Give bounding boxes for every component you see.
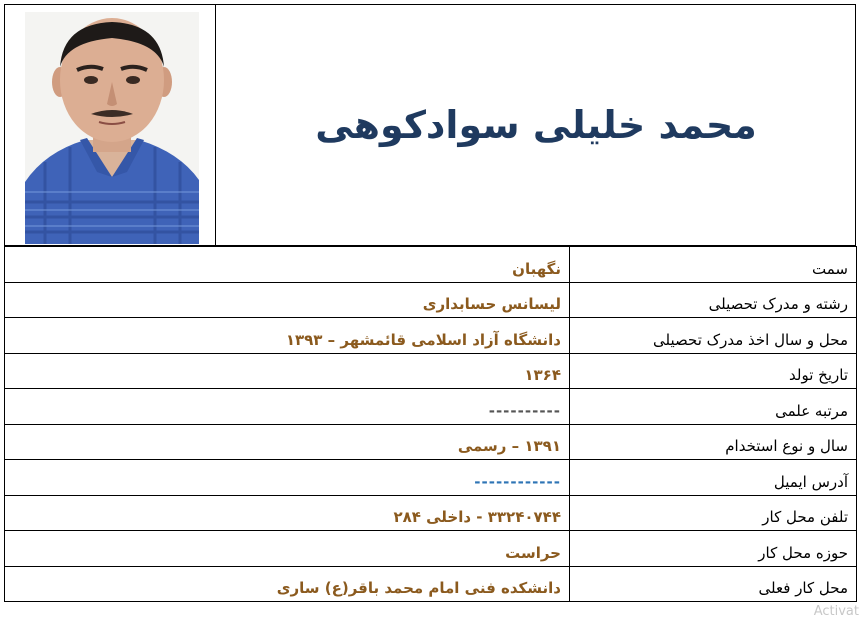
portrait-image xyxy=(25,12,199,244)
profile-header xyxy=(4,4,856,246)
row-value: ۱۳۶۴ xyxy=(5,353,570,389)
table-row xyxy=(5,566,857,602)
row-label: محل کار فعلی xyxy=(570,566,857,602)
row-value: نگهبان xyxy=(5,247,570,283)
row-value: ۳۳۲۴۰۷۴۴ - داخلی ۲۸۴ xyxy=(5,495,570,531)
table-row xyxy=(5,424,857,460)
info-table xyxy=(4,246,857,602)
row-value: حراست xyxy=(5,531,570,567)
row-value: دانشگاه آزاد اسلامی قائمشهر – ۱۳۹۳ xyxy=(5,318,570,354)
profile-card xyxy=(4,4,856,612)
row-label: محل و سال اخذ مدرک تحصیلی xyxy=(570,318,857,354)
row-label: تاریخ تولد xyxy=(570,353,857,389)
row-label: تلفن محل کار xyxy=(570,495,857,531)
row-value: ---------- xyxy=(5,389,570,425)
row-label: رشته و مدرک تحصیلی xyxy=(570,282,857,318)
activation-watermark: Activat xyxy=(813,604,859,619)
row-label: حوزه محل کار xyxy=(570,531,857,567)
table-row xyxy=(5,247,857,283)
table-row xyxy=(5,389,857,425)
row-label: سمت xyxy=(570,247,857,283)
row-label: مرتبه علمی xyxy=(570,389,857,425)
table-row xyxy=(5,460,857,496)
profile-photo xyxy=(25,12,199,244)
page-title: محمد خلیلی سوادکوهی xyxy=(315,103,757,147)
row-value: ۱۳۹۱ – رسمی xyxy=(5,424,570,460)
table-row xyxy=(5,282,857,318)
table-row xyxy=(5,353,857,389)
table-row xyxy=(5,495,857,531)
table-row xyxy=(5,531,857,567)
row-value: دانشکده فنی امام محمد باقر(ع) ساری xyxy=(5,566,570,602)
table-row xyxy=(5,318,857,354)
row-value: لیسانس حسابداری xyxy=(5,282,570,318)
email-value: ------------ xyxy=(5,460,570,496)
photo-cell xyxy=(5,5,216,245)
row-label: سال و نوع استخدام xyxy=(570,424,857,460)
row-label: آدرس ایمیل xyxy=(570,460,857,496)
